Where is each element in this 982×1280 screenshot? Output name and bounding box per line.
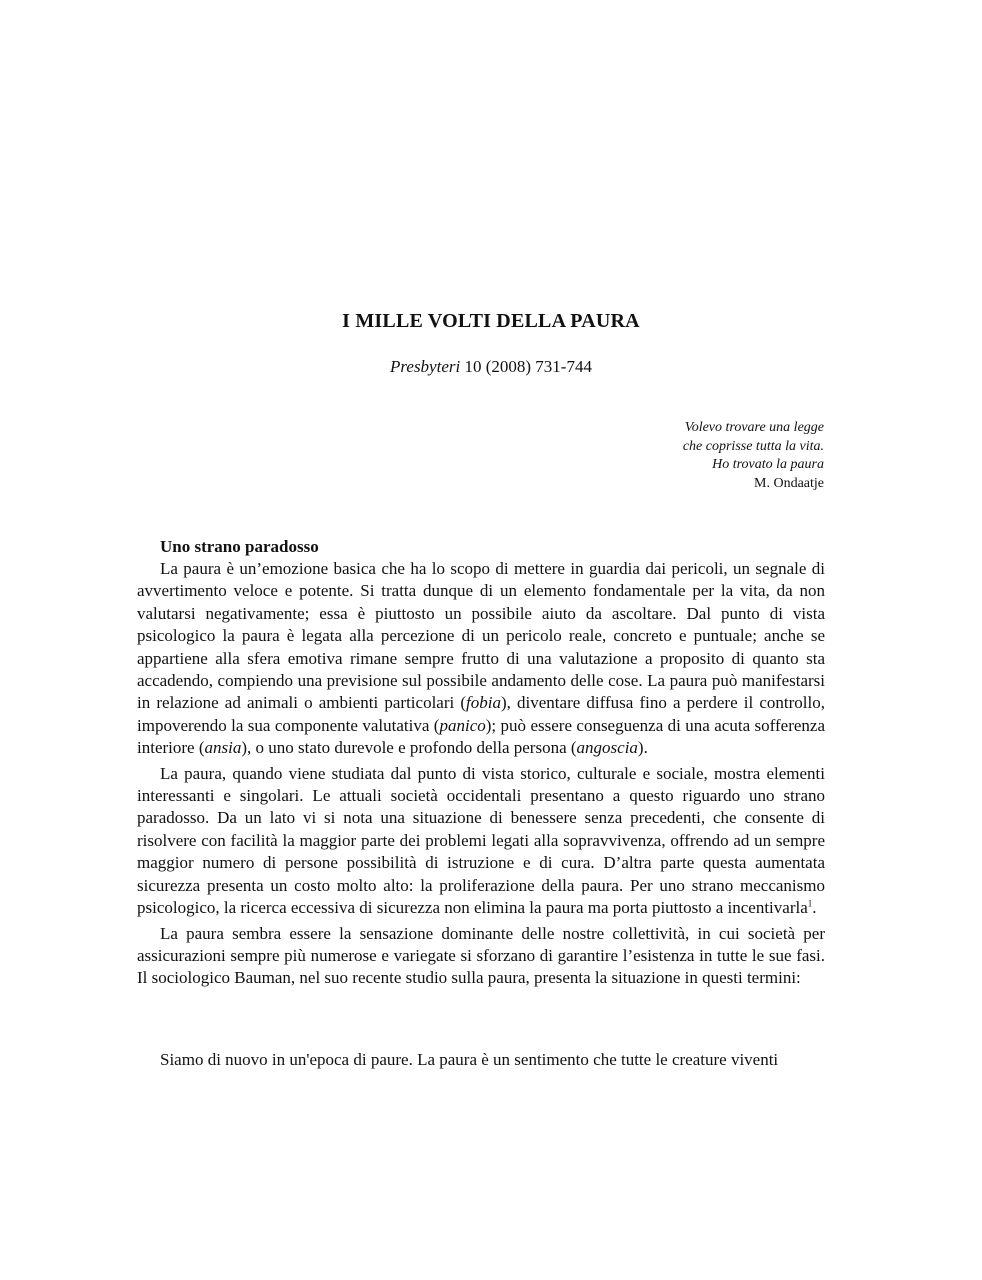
paragraph-3 (137, 923, 825, 990)
citation-journal: Presbyteri (390, 357, 461, 376)
epigraph-line: Volevo trovare una legge (684, 420, 824, 435)
term-ansia: ansia (204, 738, 242, 758)
footnote-marker[interactable]: 1 (807, 898, 813, 909)
paragraph-text: ), o uno stato durevole e profondo della persona ( (241, 738, 577, 758)
paragraph-text: La paura sembra essere la sensazione dominante delle nostre collettività, in cui società per assicurazioni sempre più numerose e variegate si sforzano di garantire l’esistenza in tutte le sue fasi. Il sociologico Bauman, nel suo recente studio sulla paura, presenta la situazione in questi termini: (137, 923, 825, 988)
section-heading: Uno strano paradosso (160, 537, 319, 556)
paragraph-1 (137, 558, 825, 760)
term-angoscia: angoscia (576, 738, 638, 758)
article-title: I MILLE VOLTI DELLA PAURA (342, 310, 640, 332)
paragraph-text: . (812, 898, 817, 918)
term-fobia: fobia (466, 693, 501, 713)
term-panico: panico (439, 715, 486, 735)
cropped-text-line (160, 1050, 820, 1069)
paragraph-text: ), diventare diffusa fino a perdere il controllo, impoverendo la sua componente valutativa ( (137, 693, 825, 735)
epigraph-line: Ho trovato la paura (712, 457, 824, 472)
paragraph-text: La paura è un’emozione basica che ha lo scopo di mettere in guardia dai pericoli, un segnale di avvertimento veloce e potente. Si tratta dunque di un elemento fondamentale per la vita, da non valutarsi negativamente; essa è piuttosto un possibile aiuto da ascoltare. Dal punto di vista psicologico la paura è legata alla percezione di un pericolo reale, concreto e puntuale; anche se appartiene alla sfera emotiva rimane sempre frutto di una valutazione a proposito di quanto sta accadendo, compiendo una previsione sul possibile andamento delle cose. La paura può manifestarsi in relazione ad animali o ambienti particolari ( (137, 559, 825, 713)
epigraph (683, 419, 824, 493)
paragraph-text: La paura, quando viene studiata dal punto di vista storico, culturale e sociale, mostra elementi interessanti e singolari. Le attuali società occidentali presentano a questo riguardo uno strano paradosso. Da un lato vi si nota una situazione di benessere senza precedenti, che consente di risolvere con facilità la maggior parte dei problemi legati alla sopravvivenza, offrendo ad un sempre maggior numero di persone possibilità di istruzione e di cura. D’altra parte questa aumentata sicurezza presenta un costo molto alto: la proliferazione della paura. Per uno strano meccanismo psicologico, la ricerca eccessiva di sicurezza non elimina la paura ma porta piuttosto a incentivarla (137, 763, 825, 918)
article-citation (0, 357, 982, 377)
citation-details: 10 (2008) 731-744 (460, 357, 592, 376)
epigraph-line: che coprisse tutta la vita. (682, 438, 824, 454)
paragraph-text: ). (637, 738, 648, 758)
cropped-text: Siamo di nuovo in un'epoca di paure. La paura è un sentimento che tutte le creature viventi (160, 1050, 779, 1069)
epigraph-author: M. Ondaatje (754, 475, 824, 491)
paragraph-text: ); può essere conseguenza di una acuta sofferenza interiore ( (137, 715, 825, 758)
body-text (137, 558, 825, 993)
paragraph-2 (137, 763, 825, 920)
